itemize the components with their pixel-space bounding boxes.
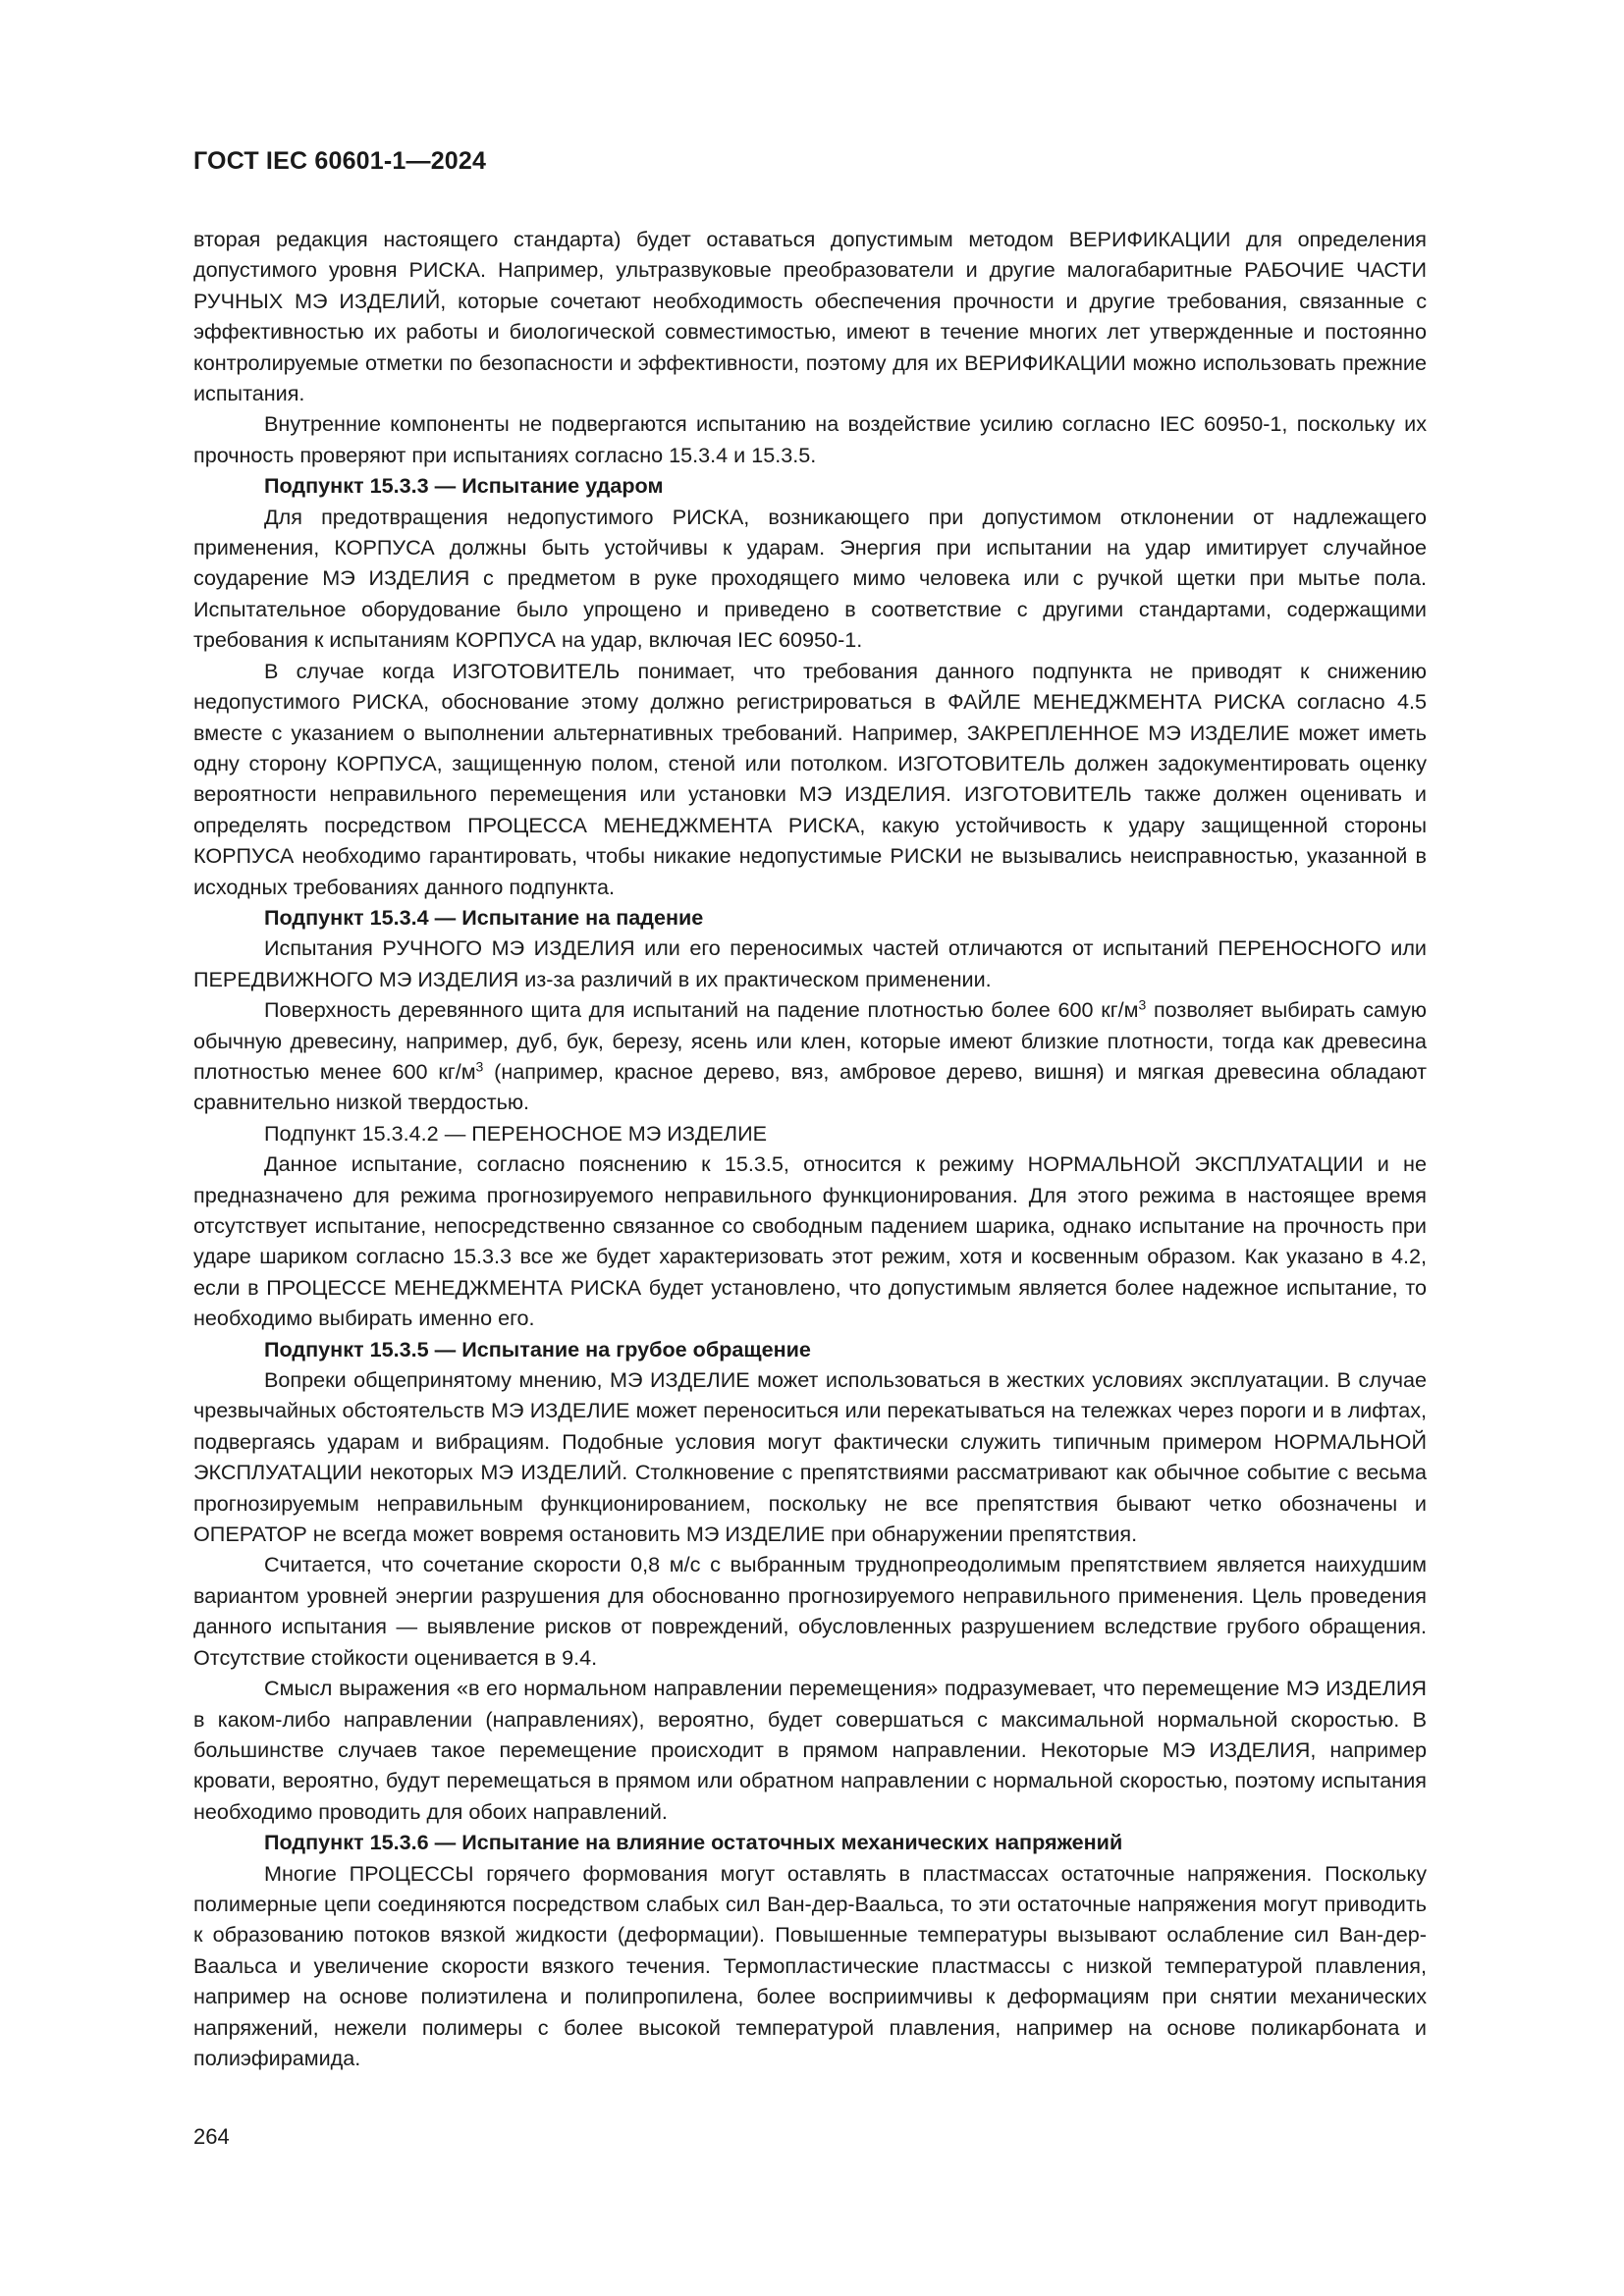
subsection-heading-15-3-3: Подпункт 15.3.3 — Испытание ударом <box>264 473 664 499</box>
paragraph-continuation: вторая редакция настоящего стандарта) будет оставаться допустимым методом ВЕРИФИКАЦИИ для определения допустимого уровня РИСКА. Например, ультразвуковые преобразователи и другие малогабаритные РАБОЧИЕ ЧАСТИ РУЧНЫХ МЭ ИЗДЕЛИЙ, которые сочетают необходимость обеспечения прочности и другие требования, связанные с эффективностью их работы и биологической совместимостью, имеют в течение многих лет утвержденные и постоянно контролируемые отметки по безопасности и эффективности, поэтому для их ВЕРИФИКАЦИИ можно использовать прежние испытания. <box>193 227 1427 406</box>
paragraph: Многие ПРОЦЕССЫ горячего формования могут оставлять в пластмассах остаточные напряжения. Поскольку полимерные цепи соединяются посредством слабых сил Ван-дер-Ваальса, то эти остаточные напряжения могут приводить к образованию потоков вязкой жидкости (деформации). Повышенные температуры вызывают ослабление сил Ван-дер-Ваальса и увеличение скорости вязкого течения. Термопластические пластмассы с низкой температурой плавления, например на основе полиэтилена и полипропилена, более восприимчивы к деформациям при снятии механических напряжений, нежели полимеры с более высокой температурой плавления, например на основе поликарбоната и полиэфирамида. <box>193 1860 1427 2070</box>
paragraph: Для предотвращения недопустимого РИСКА, возникающего при допустимом отклонении от надлежащего применения, КОРПУСА должны быть устойчивы к ударам. Энергия при испытании на удар имитирует случайное соударение МЭ ИЗДЕЛИЯ с предметом в руке проходящего мимо человека или с ручкой щетки при мытье пола. Испытательное оборудование было упрощено и приведено в соответствие с другими стандартами, содержащими требования к испытаниям КОРПУСА на удар, включая IEC 60950-1. <box>193 504 1427 653</box>
text-run: позволяет выбирать самую обычную древесину, например, дуб, бук, березу, ясень или клен, которые имеют близкие плотности, тогда как древесина плотностью менее 600 кг/м <box>193 997 1428 1084</box>
text-run: Поверхность деревянного щита для испытаний на падение плотностью более 600 кг/м <box>264 997 1139 1023</box>
paragraph-density <box>193 994 1427 1118</box>
paragraph: В случае когда ИЗГОТОВИТЕЛЬ понимает, что требования данного подпункта не приводят к снижению недопустимого РИСКА, обоснование этому должно регистрироваться в ФАЙЛЕ МЕНЕДЖМЕНТА РИСКА согласно 4.5 вместе с указанием о выполнении альтернативных требований. Например, ЗАКРЕПЛЕННОЕ МЭ ИЗДЕЛИЕ может иметь одну сторону КОРПУСА, защищенную полом, стеной или потолком. ИЗГОТОВИТЕЛЬ должен задокументировать оценку вероятности неправильного перемещения или установки МЭ ИЗДЕЛИЯ. ИЗГОТОВИТЕЛЬ также должен оценивать и определять посредством ПРОЦЕССА МЕНЕДЖМЕНТА РИСКА, какую устойчивость к удару защищенной стороны КОРПУСА необходимо гарантировать, чтобы никакие недопустимые РИСКИ не вызывались неисправностью, указанной в исходных требованиях данного подпункта. <box>193 658 1427 899</box>
subsection-heading-15-3-5: Подпункт 15.3.5 — Испытание на грубое обращение <box>264 1336 811 1362</box>
text-run: (например, красное дерево, вяз, амбровое дерево, вишня) и мягкая древесина обладают сравнительно низкой твердостью. <box>193 1058 1427 1115</box>
page-number: 264 <box>193 2124 230 2149</box>
paragraph: Данное испытание, согласно пояснению к 15.3.5, относится к режиму НОРМАЛЬНОЙ ЭКСПЛУАТАЦИИ и не предназначено для режима прогнозируемого неправильного функционирования. Для этого режима в настоящее время отсутствует испытание, непосредственно связанное со свободным падением шарика, однако испытание на прочность при ударе шариком согласно 15.3.3 все же будет характеризовать этот режим, хотя и косвенным образом. Как указано в 4.2, если в ПРОЦЕССЕ МЕНЕДЖМЕНТА РИСКА будет установлено, что допустимым является более надежное испытание, то необходимо выбирать именно его. <box>193 1151 1427 1331</box>
subsection-heading-15-3-4-2: Подпункт 15.3.4.2 — ПЕРЕНОСНОЕ МЭ ИЗДЕЛИЕ <box>264 1120 767 1146</box>
paragraph: Вопреки общепринятому мнению, МЭ ИЗДЕЛИЕ может использоваться в жестких условиях эксплуатации. В случае чрезвычайных обстоятельств МЭ ИЗДЕЛИЕ может переноситься или перекатываться на тележках через пороги и в лифтах, подвергаясь ударам и вибрациям. Подобные условия могут фактически служить типичным примером НОРМАЛЬНОЙ ЭКСПЛУАТАЦИИ некоторых МЭ ИЗДЕЛИЙ. Столкновение с препятствиями рассматривают как обычное событие с весьма прогнозируемым неправильным функционированием, поскольку не все препятствия бывают четко обозначены и ОПЕРАТОР не всегда может вовремя остановить МЭ ИЗДЕЛИЕ при обнаружении препятствия. <box>193 1367 1427 1547</box>
subsection-heading-15-3-4: Подпункт 15.3.4 — Испытание на падение <box>264 904 704 930</box>
superscript: 3 <box>1138 996 1147 1013</box>
subsection-heading-15-3-6: Подпункт 15.3.6 — Испытание на влияние остаточных механических напряжений <box>264 1830 1123 1855</box>
document-header: ГОСТ IEC 60601-1—2024 <box>193 147 487 175</box>
paragraph: Испытания РУЧНОГО МЭ ИЗДЕЛИЯ или его переносимых частей отличаются от испытаний ПЕРЕНОСНОГО или ПЕРЕДВИЖНОГО МЭ ИЗДЕЛИЯ из-за различий в их практическом применении. <box>193 935 1427 991</box>
paragraph: Считается, что сочетание скорости 0,8 м/с с выбранным труднопреодолимым препятствием является наихудшим вариантом уровней энергии разрушения для обоснованно прогнозируемого неправильного применения. Цель проведения данного испытания — выявление рисков от повреждений, обусловленных разрушением вследствие грубого обращения. Отсутствие стойкости оценивается в 9.4. <box>193 1552 1427 1670</box>
superscript: 3 <box>475 1058 484 1075</box>
paragraph: Внутренние компоненты не подвергаются испытанию на воздействие усилию согласно IEC 60950-1, поскольку их прочность проверяют при испытаниях согласно 15.3.4 и 15.3.5. <box>193 411 1427 467</box>
paragraph: Смысл выражения «в его нормальном направлении перемещения» подразумевает, что перемещение МЭ ИЗДЕЛИЯ в каком-либо направлении (направлениях), вероятно, будет совершаться с максимальной нормальной скоростью. В большинстве случаев такое перемещение происходит в прямом направлении. Некоторые МЭ ИЗДЕЛИЯ, например кровати, вероятно, будут перемещаться в прямом или обратном направлении с нормальной скоростью, поэтому испытания необходимо проводить для обоих направлений. <box>193 1676 1427 1824</box>
document-body <box>193 224 1427 2073</box>
